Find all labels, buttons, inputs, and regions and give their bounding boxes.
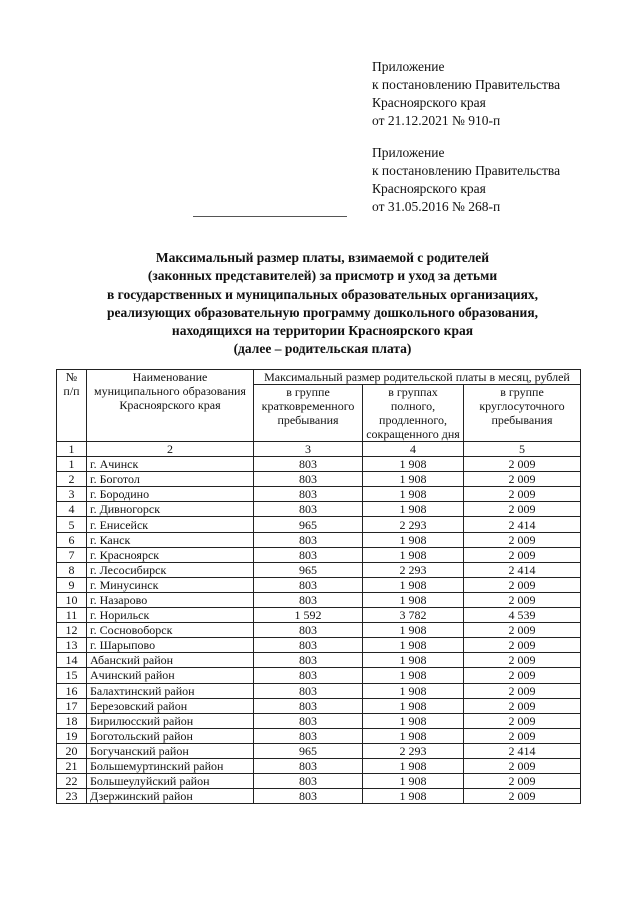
fee-table-body: [57, 457, 581, 804]
municipality-name: г. Назарово: [87, 592, 254, 607]
municipality-name: г. Сосновоборск: [87, 623, 254, 638]
row-number: 19: [57, 728, 87, 743]
header-number-line: №: [65, 370, 78, 384]
table-row: [57, 577, 581, 592]
row-number: 11: [57, 608, 87, 623]
municipality-name: г. Бородино: [87, 487, 254, 502]
row-number: 13: [57, 638, 87, 653]
fee-full-day: 1 908: [363, 623, 464, 638]
table-row: [57, 683, 581, 698]
fee-full-day: 1 908: [363, 683, 464, 698]
municipality-name: г. Боготол: [87, 472, 254, 487]
fee-round-clock: 2 009: [464, 698, 581, 713]
header-number: [57, 370, 87, 442]
attachment-line: от 31.05.2016 № 268-п: [372, 199, 501, 214]
municipality-name: Дзержинский район: [87, 789, 254, 804]
table-row: [57, 532, 581, 547]
fee-short-stay: 803: [254, 789, 363, 804]
municipality-name: Богучанский район: [87, 743, 254, 758]
attachment-line: к постановлению Правительства: [372, 77, 561, 92]
row-number: 7: [57, 547, 87, 562]
attachment-line: Красноярского края: [372, 95, 486, 110]
fee-round-clock: 2 414: [464, 517, 581, 532]
fee-round-clock: 2 009: [464, 457, 581, 472]
municipality-name: г. Норильск: [87, 608, 254, 623]
fee-full-day: 1 908: [363, 487, 464, 502]
fee-full-day: 1 908: [363, 592, 464, 607]
fee-round-clock: 2 009: [464, 472, 581, 487]
fee-short-stay: 803: [254, 638, 363, 653]
fee-short-stay: 803: [254, 592, 363, 607]
municipality-name: г. Шарыпово: [87, 638, 254, 653]
table-row: [57, 457, 581, 472]
fee-short-stay: 803: [254, 713, 363, 728]
table-row: [57, 713, 581, 728]
fee-full-day: 1 908: [363, 789, 464, 804]
attachment-line: Приложение: [372, 145, 445, 160]
fee-round-clock: 2 009: [464, 623, 581, 638]
fee-round-clock: 2 009: [464, 577, 581, 592]
table-row: [57, 789, 581, 804]
row-number: 21: [57, 758, 87, 773]
fee-short-stay: 803: [254, 487, 363, 502]
fee-short-stay: 803: [254, 683, 363, 698]
title-line: реализующих образовательную программу дошкольного образования,: [106, 304, 539, 320]
fee-full-day: 2 293: [363, 562, 464, 577]
fee-round-clock: 2 414: [464, 743, 581, 758]
fee-table: [56, 369, 581, 804]
row-number: 18: [57, 713, 87, 728]
municipality-name: г. Минусинск: [87, 577, 254, 592]
row-number: 15: [57, 668, 87, 683]
fee-full-day: 1 908: [363, 774, 464, 789]
row-number: 8: [57, 562, 87, 577]
fee-short-stay: 803: [254, 668, 363, 683]
fee-full-day: 1 908: [363, 653, 464, 668]
row-number: 23: [57, 789, 87, 804]
fee-full-day: 1 908: [363, 698, 464, 713]
fee-round-clock: 2 414: [464, 562, 581, 577]
fee-full-day: 1 908: [363, 472, 464, 487]
header-number-line: п/п: [63, 384, 80, 398]
table-row: [57, 653, 581, 668]
municipality-name: Балахтинский район: [87, 683, 254, 698]
attachment-line: к постановлению Правительства: [372, 163, 561, 178]
municipality-name: Ачинский район: [87, 668, 254, 683]
municipality-name: г. Дивногорск: [87, 502, 254, 517]
municipality-name: г. Ачинск: [87, 457, 254, 472]
municipality-name: Боготольский район: [87, 728, 254, 743]
row-number: 4: [57, 502, 87, 517]
row-number: 10: [57, 592, 87, 607]
table-row: [57, 623, 581, 638]
fee-round-clock: 2 009: [464, 683, 581, 698]
row-number: 20: [57, 743, 87, 758]
municipality-name: г. Лесосибирск: [87, 562, 254, 577]
fee-round-clock: 2 009: [464, 668, 581, 683]
fee-short-stay: 803: [254, 547, 363, 562]
fee-round-clock: 2 009: [464, 487, 581, 502]
header-full-day: в группах полного, продленного, сокращенного дня: [363, 385, 464, 442]
title-line: Максимальный размер платы, взимаемой с родителей: [155, 250, 490, 265]
fee-short-stay: 965: [254, 562, 363, 577]
row-number: 5: [57, 517, 87, 532]
separator-line: [193, 216, 347, 217]
title-line: (далее – родительская плата): [233, 341, 412, 357]
fee-round-clock: 2 009: [464, 774, 581, 789]
fee-full-day: 1 908: [363, 728, 464, 743]
table-row: [57, 668, 581, 683]
fee-round-clock: 2 009: [464, 713, 581, 728]
column-index: 4: [363, 442, 464, 457]
table-row: [57, 517, 581, 532]
municipality-name: г. Красноярск: [87, 547, 254, 562]
municipality-name: г. Канск: [87, 532, 254, 547]
attachment-line: Красноярского края: [372, 181, 486, 196]
table-row: [57, 487, 581, 502]
fee-round-clock: 2 009: [464, 728, 581, 743]
fee-full-day: 1 908: [363, 638, 464, 653]
title-line: (законных представителей) за присмотр и уход за детьми: [147, 268, 498, 284]
row-number: 2: [57, 472, 87, 487]
fee-short-stay: 803: [254, 623, 363, 638]
fee-full-day: 1 908: [363, 532, 464, 547]
fee-short-stay: 803: [254, 472, 363, 487]
column-index-row: [57, 442, 581, 457]
table-row: [57, 638, 581, 653]
fee-full-day: 1 908: [363, 668, 464, 683]
municipality-name: Большемуртинский район: [87, 758, 254, 773]
fee-short-stay: 803: [254, 532, 363, 547]
fee-full-day: 2 293: [363, 517, 464, 532]
header-municipality: Наименование муниципального образования Красноярского края: [87, 370, 254, 442]
attachment-block-original: [372, 144, 560, 216]
municipality-name: Бирилюсский район: [87, 713, 254, 728]
table-row: [57, 547, 581, 562]
header-short-stay: в группе кратковременного пребывания: [254, 385, 363, 442]
title-line: находящихся на территории Красноярского края: [171, 323, 474, 339]
fee-short-stay: 803: [254, 457, 363, 472]
table-row: [57, 562, 581, 577]
row-number: 1: [57, 457, 87, 472]
fee-short-stay: 803: [254, 728, 363, 743]
fee-round-clock: 2 009: [464, 592, 581, 607]
fee-round-clock: 2 009: [464, 789, 581, 804]
fee-short-stay: 803: [254, 653, 363, 668]
fee-round-clock: 4 539: [464, 608, 581, 623]
attachment-line: Приложение: [372, 59, 445, 74]
row-number: 14: [57, 653, 87, 668]
fee-full-day: 1 908: [363, 577, 464, 592]
fee-short-stay: 803: [254, 758, 363, 773]
fee-short-stay: 965: [254, 517, 363, 532]
municipality-name: Большеулуйский район: [87, 774, 254, 789]
document-title: [40, 249, 605, 359]
fee-short-stay: 1 592: [254, 608, 363, 623]
fee-round-clock: 2 009: [464, 547, 581, 562]
table-row: [57, 698, 581, 713]
column-index: 2: [87, 442, 254, 457]
municipality-name: Березовский район: [87, 698, 254, 713]
fee-round-clock: 2 009: [464, 502, 581, 517]
row-number: 17: [57, 698, 87, 713]
fee-full-day: 2 293: [363, 743, 464, 758]
fee-full-day: 1 908: [363, 758, 464, 773]
fee-short-stay: 803: [254, 774, 363, 789]
column-index: 3: [254, 442, 363, 457]
fee-short-stay: 803: [254, 577, 363, 592]
table-row: [57, 592, 581, 607]
fee-full-day: 3 782: [363, 608, 464, 623]
municipality-name: Абанский район: [87, 653, 254, 668]
attachment-line: от 21.12.2021 № 910-п: [372, 113, 501, 128]
municipality-name: г. Енисейск: [87, 517, 254, 532]
fee-round-clock: 2 009: [464, 638, 581, 653]
fee-full-day: 1 908: [363, 457, 464, 472]
header-fee-group: Максимальный размер родительской платы в месяц, рублей: [254, 370, 581, 385]
row-number: 9: [57, 577, 87, 592]
fee-full-day: 1 908: [363, 713, 464, 728]
fee-short-stay: 803: [254, 502, 363, 517]
fee-table-header: [57, 370, 581, 457]
table-row: [57, 743, 581, 758]
title-line: в государственных и муниципальных образовательных организациях,: [107, 286, 538, 302]
table-row: [57, 758, 581, 773]
column-index: 5: [464, 442, 581, 457]
column-index: 1: [57, 442, 87, 457]
attachment-block-current: [372, 58, 560, 130]
fee-round-clock: 2 009: [464, 653, 581, 668]
table-row: [57, 608, 581, 623]
row-number: 3: [57, 487, 87, 502]
row-number: 16: [57, 683, 87, 698]
table-row: [57, 502, 581, 517]
table-row: [57, 774, 581, 789]
table-row: [57, 728, 581, 743]
row-number: 22: [57, 774, 87, 789]
row-number: 6: [57, 532, 87, 547]
fee-round-clock: 2 009: [464, 532, 581, 547]
table-row: [57, 472, 581, 487]
header-round-clock: в группе круглосуточного пребывания: [464, 385, 581, 442]
fee-round-clock: 2 009: [464, 758, 581, 773]
fee-short-stay: 965: [254, 743, 363, 758]
fee-full-day: 1 908: [363, 547, 464, 562]
fee-short-stay: 803: [254, 698, 363, 713]
fee-full-day: 1 908: [363, 502, 464, 517]
row-number: 12: [57, 623, 87, 638]
